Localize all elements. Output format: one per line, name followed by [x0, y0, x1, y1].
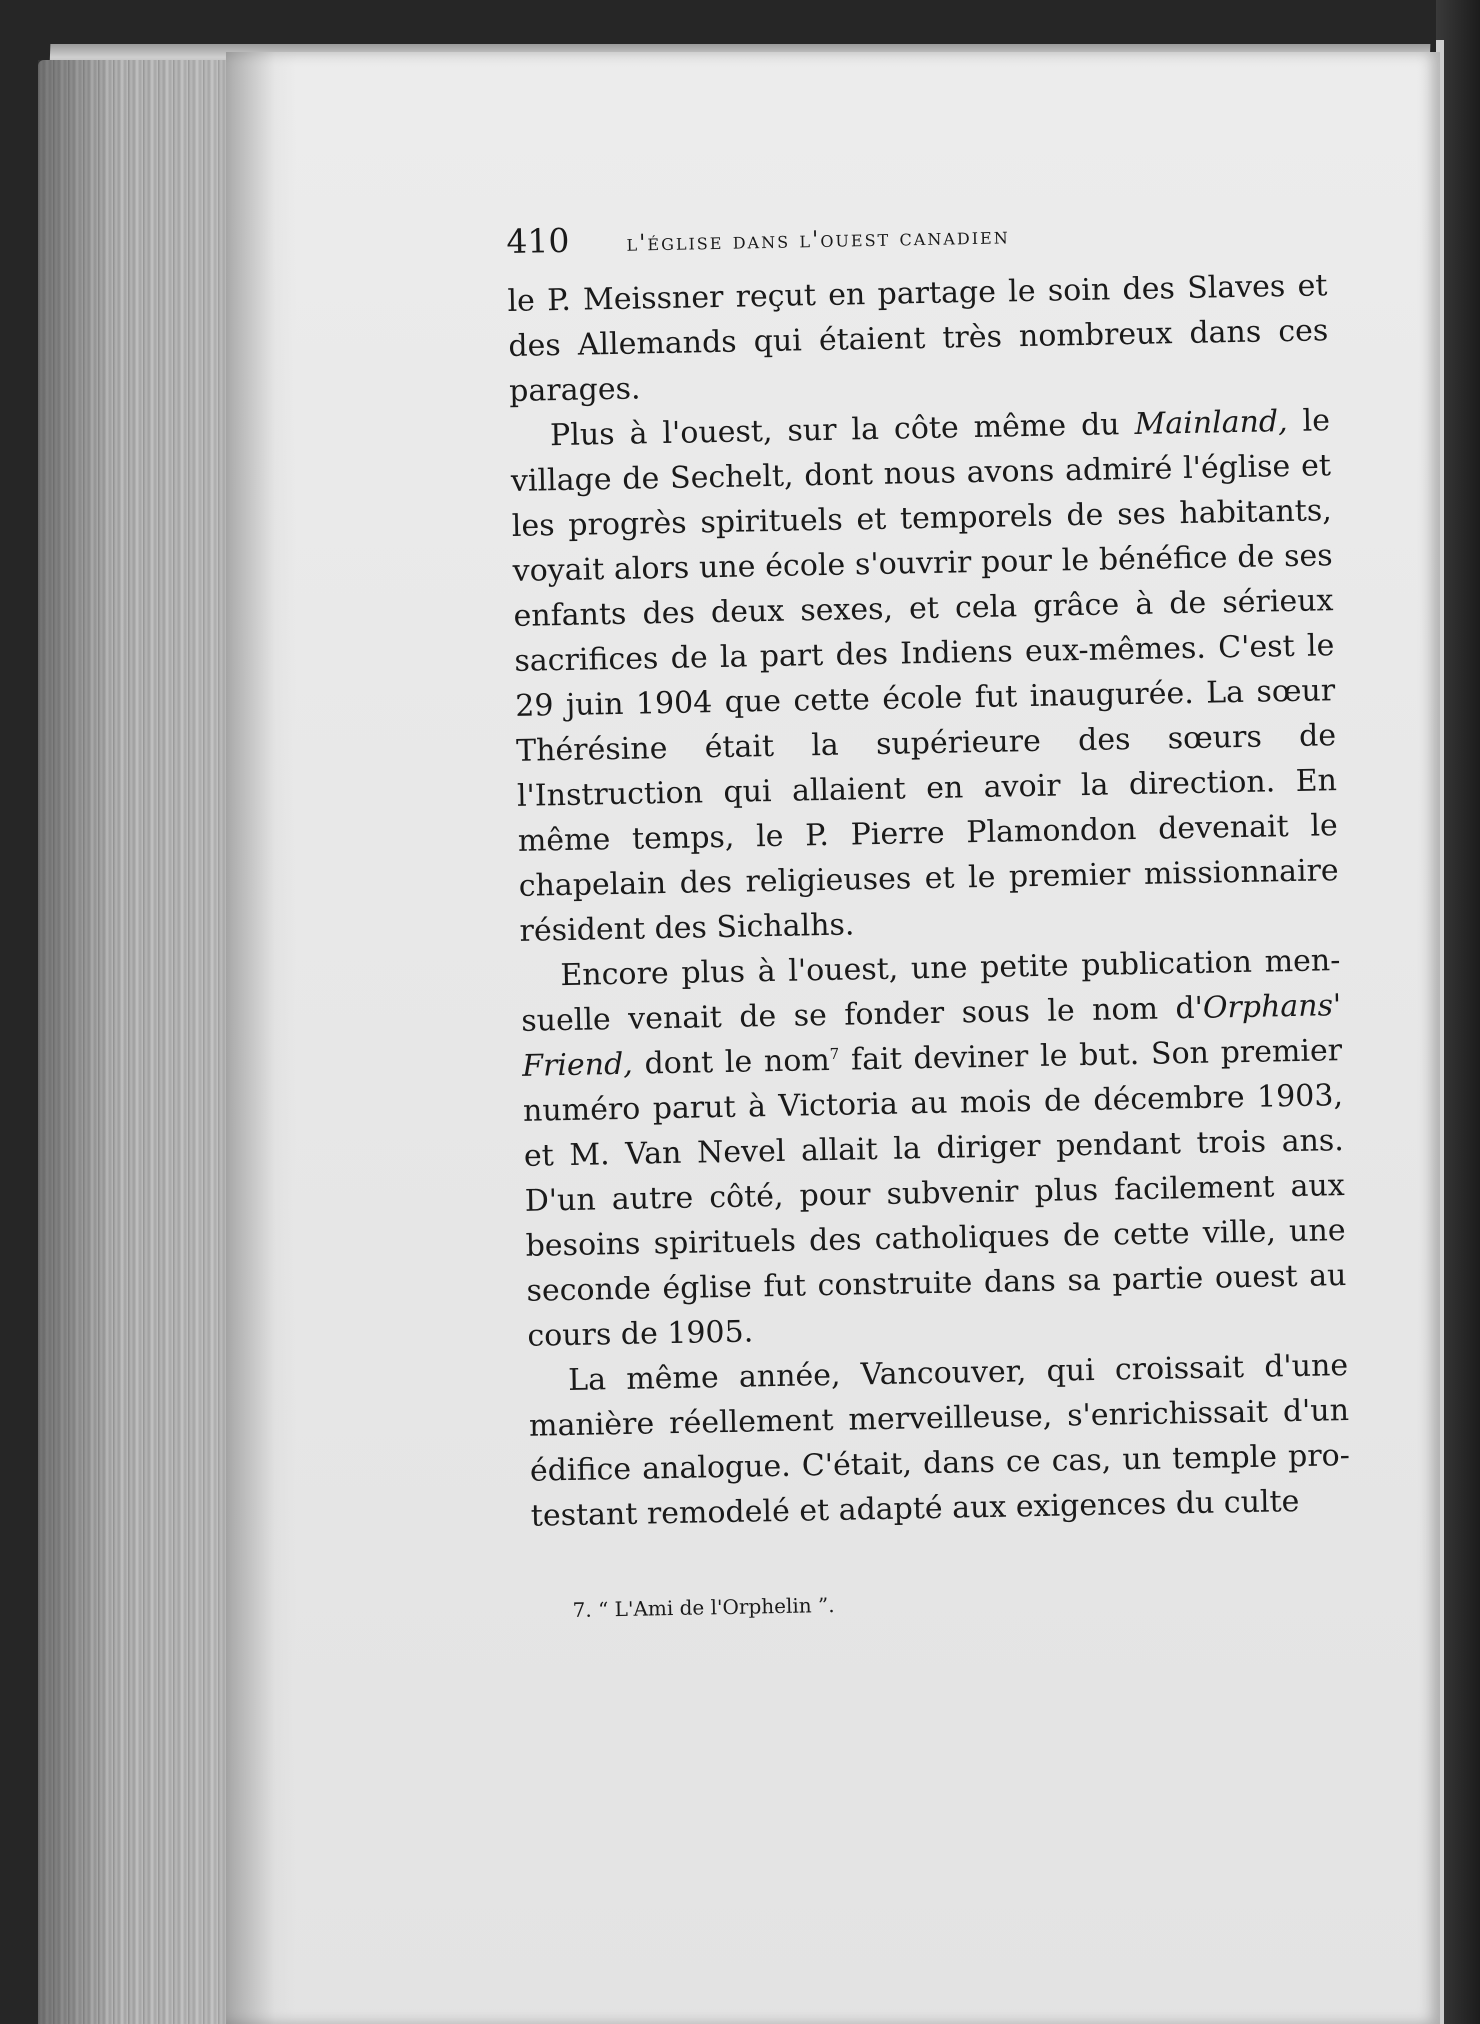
paragraph-3-text-a: Encore plus à l'ouest, une petite publication mensuelle venait de se fonder sous le nom d' [521, 943, 1341, 1039]
footnote-reference: 7 [829, 1044, 840, 1063]
paragraph-2-text-b: le village de Sechelt, dont nous avons admiré l'église et les progrès spirituels et temporels de ses habitants, voyait alors une école s'ouvrir pour le bénéfice de ses enfants des deux sexes, et cela grâce à de sérieux sacrifices de la part des Indiens eux-mêmes. C'est le 29 juin 1904 que cette école fut inaugurée. La sœur Thérésine était la supérieure des sœurs de l'Instruction qui allaient en avoir la direction. En même temps, le P. Pierre Plamondon devenait le chapelain des religieuses et le premier missionnaire résident des Sichalhs. [510, 403, 1339, 949]
page-number: 410 [506, 220, 570, 261]
page-text-block [506, 206, 1353, 1624]
paragraph-3-text-b: dont le nom [632, 1042, 831, 1082]
paragraph-1-text: le P. Meissner reçut en partage le soin des Slaves et des Allemands qui étaient très nombreux dans ces parages. [507, 268, 1329, 409]
paragraph-3-text-c: fait deviner le but. Son premier numéro parut à Victoria au mois de décembre 1903, et M. Van Nevel allait la diriger pendant trois ans. D'un autre côté, pour subvenir plus facilement aux besoins spirituels des catholiques de cette ville, une seconde église fut construite dans sa partie ouest au cours de 1905. [522, 1033, 1347, 1354]
paragraph-2 [510, 398, 1340, 954]
running-head: l'église dans l'ouest canadien [626, 223, 1010, 257]
paragraph-3-italic: Orphans' Friend, [521, 988, 1342, 1084]
paragraph-4 [528, 1343, 1351, 1539]
paragraph-3 [520, 938, 1348, 1359]
paragraph-1 [507, 263, 1329, 414]
footnote: 7. “ L'Ami de l'Orphelin ”. [572, 1592, 835, 1622]
paragraph-2-text-a: Plus à l'ouest, sur la côte même du [549, 406, 1135, 454]
gutter-shadow [226, 52, 296, 2024]
paragraph-4-text: La même année, Vancouver, qui croissait d'une manière réellement merveilleuse, s'enrichissait d'un édifice analogue. C'était, dans ce cas, un temple protestant remodelé et adapté aux exigences du culte [528, 1348, 1351, 1534]
paragraph-2-italic: Mainland, [1134, 404, 1288, 442]
facing-page-edge [1436, 0, 1480, 2024]
